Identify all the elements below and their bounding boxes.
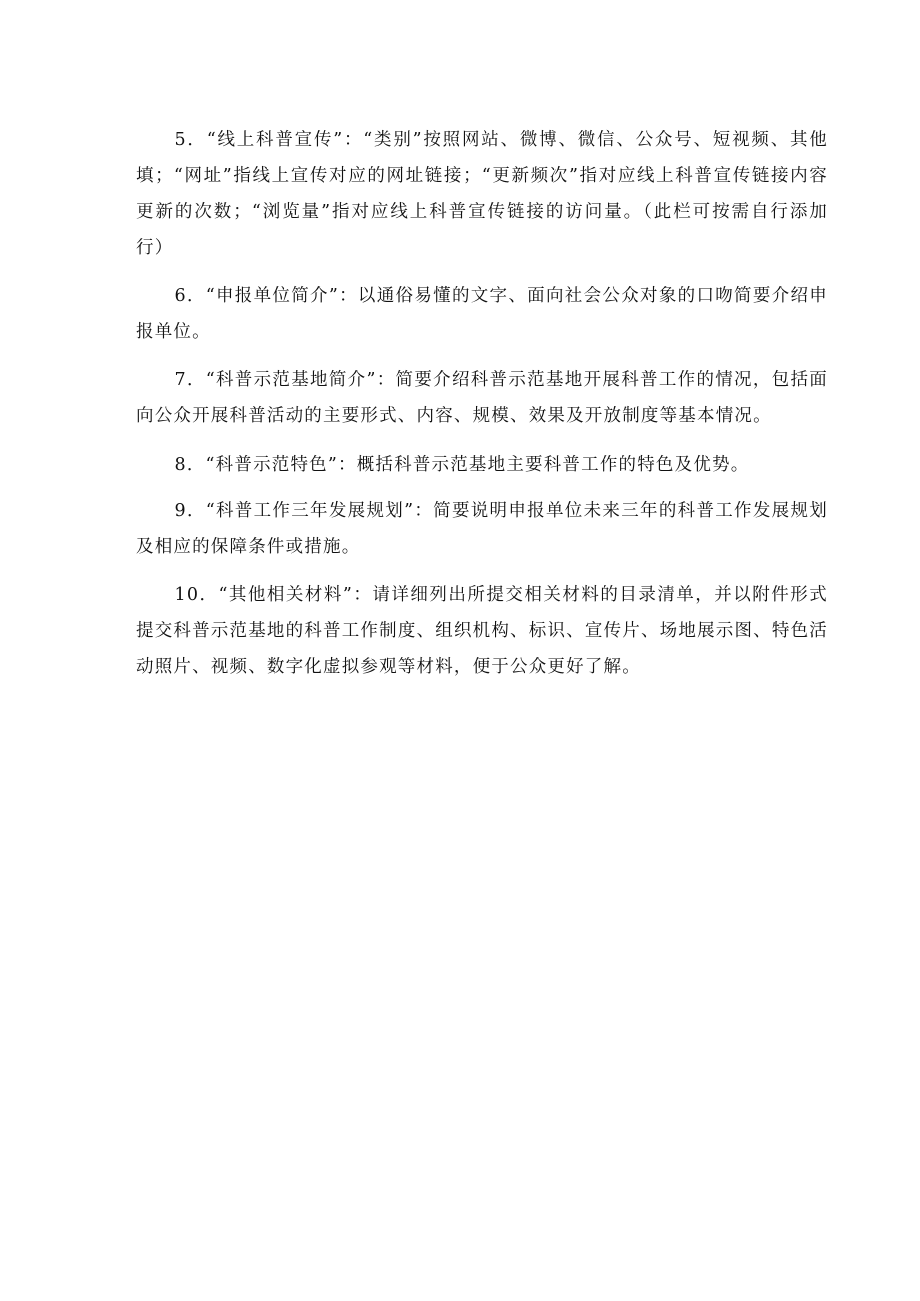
instruction-item-9: 9．“科普工作三年发展规划”：简要说明申报单位未来三年的科普工作发展规划及相应的保障条件或措施。 — [136, 501, 828, 557]
instruction-item-5: 5．“线上科普宣传”：“类别”按照网站、微博、微信、公众号、短视频、其他填；“网址”指线上宣传对应的网址链接；“更新频次”指对应线上科普宣传链接内容更新的次数；“浏览量”指对应线上科普宣传链接的访问量。（此栏可按需自行添加行） — [136, 130, 828, 258]
instruction-item-7: 7．“科普示范基地简介”：简要介绍科普示范基地开展科普工作的情况，包括面向公众开展科普活动的主要形式、内容、规模、效果及开放制度等基本情况。 — [136, 370, 828, 426]
instruction-item-6: 6．“申报单位简介”：以通俗易懂的文字、面向社会公众对象的口吻简要介绍申报单位。 — [136, 286, 828, 342]
instruction-item-8: 8．“科普示范特色”：概括科普示范基地主要科普工作的特色及优势。 — [174, 455, 750, 475]
instruction-item-10: 10．“其他相关材料”：请详细列出所提交相关材料的目录清单，并以附件形式提交科普示范基地的科普工作制度、组织机构、标识、宣传片、场地展示图、特色活动照片、视频、数字化虚拟参观等材料，便于公众更好了解。 — [136, 585, 828, 677]
instructions-body — [136, 122, 828, 697]
